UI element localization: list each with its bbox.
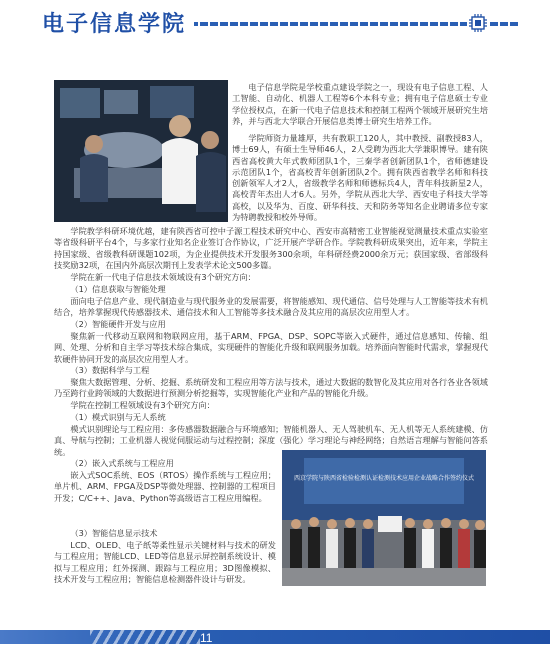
research-intro: 学院在新一代电子信息技术领域设有3个研究方向： bbox=[70, 272, 256, 282]
intro-paragraph-1: 电子信息学院是学校重点建设学院之一，现设有电子信息工程、人工智能、自动化、机器人工程等6个本科专业；拥有电子信息硕士专业学位授权点，在新一代电子信息技术和控制工程两个领域开展研究生培养，并与西北大学联合开展信息类博士研究生培养工作。 bbox=[232, 82, 488, 126]
lab-photo bbox=[54, 80, 228, 222]
control-1-body: 模式识别理论与工程应用：多传感器数据融合与环境感知；智能机器人、无人驾驶机车、无人机等无人系统建模、仿真、导航与控制；工业机器人视觉伺服运动与过程控制；深度（强化）学习理论与神经网络；自然语言理解与智能问答系统。 bbox=[54, 424, 488, 457]
page-header bbox=[0, 0, 550, 50]
direction-1-title: （1）信息获取与智能处理 bbox=[70, 284, 166, 294]
direction-1-body: 面向电子信息产业、现代制造业与现代服务业的发展需要，将智能感知、现代通信、信号处理与人工智能等技术有机结合，培养掌握现代传感器技术、通信技术和人工智能等多技术融合及其应用的高层次应用型人才。 bbox=[54, 296, 488, 318]
intro-paragraph-2: 学院师资力量雄厚，共有教职工120人，其中教授、副教授83人，博士69人，有硕士生导师46人，2人受聘为西北大学兼职博导。建有陕西省高校黄大年式教师团队1个，三秦学者创新团队1个，省师德建设示范团队1个，省高校青年创新团队2个。拥有陕西省教学名师和科技创新领军人才2人，省级教学名师和师德标兵4人，青年科技新星2人，高校青年杰出人才6人。另外，学院从西北大学、西安电子科技大学等高校，以及华为、百度、研华科技、天和防务等知名企业聘请多位专家为特聘教授和校外导师。 bbox=[232, 133, 488, 223]
ceremony-banner-text: 西京学院与陕西省检验检测认证检测技术应用企业战略合作签约仪式 bbox=[293, 475, 475, 482]
control-3-title: （3）智能信息显示技术 bbox=[70, 528, 158, 538]
control-3-body: LCD、OLED、电子纸等柔性显示关键材料与技术的研发与工程应用；智能LCD、LED等信息显示屏控制系统设计、模拟与工程应用；红外探测、跟踪与工程应用；3D图像模拟、技术开发与工程应用；智能信息检测器件设计与研发。 bbox=[54, 540, 276, 584]
footer-band bbox=[0, 630, 550, 644]
control-1-title: （1）模式识别与无人系统 bbox=[70, 412, 166, 422]
ceremony-photo bbox=[282, 450, 486, 586]
control-intro: 学院在控制工程领域设有3个研究方向： bbox=[70, 400, 215, 410]
intro-paragraph-3: 学院教学科研环境优越，建有陕西省可控中子源工程技术研究中心、西安市高精密工业智能视觉测量技术重点实验室等省级科研平台4个，与多家行业知名企业签订合作协议，广泛开展产学研合作。学院教科研成果突出，近年来，学院主持国家级、省级教科研课题102项，为企业提供技术开发服务300余项，年科研经费2000余万元；获国家级、省部级科技奖励32项，在国内外高层次期刊上发表学术论文500多篇。 bbox=[54, 226, 488, 270]
control-2-body: 嵌入式SOC系统、EOS（RTOS）操作系统与工程应用；单片机、ARM、FPGA及DSP等微处理器、控制器的工程项目开发；C/C++、Java、Python等高级语言工程应用编程。 bbox=[54, 470, 276, 503]
page-number: 11 bbox=[200, 631, 213, 645]
chip-icon bbox=[467, 12, 489, 34]
direction-2-title: （2）智能硬件开发与应用 bbox=[70, 319, 166, 329]
control-2-title: （2）嵌入式系统与工程应用 bbox=[70, 458, 174, 468]
direction-3-title: （3）数据科学与工程 bbox=[70, 365, 150, 375]
footer-stripes bbox=[90, 630, 200, 644]
direction-2-body: 聚焦新一代移动互联网和物联网应用，基于ARM、FPGA、DSP、SOPC等嵌入式硬件，通过信息感知、传输、组网、处理、分析和自主学习等技术综合集成，实现硬件的智能化升级和联网服务加载。培养面向智能时代需求，掌握现代软硬件协同开发的高层次应用型人才。 bbox=[54, 331, 488, 364]
direction-3-body: 聚焦大数据管理、分析、挖掘、系统研发和工程应用等方法与技术，通过大数据的数智化及其应用对各行各业各领域乃至跨行业跨领域的大数据进行预测分析挖掘等，实现智能化产业和产品的智能化升级。 bbox=[54, 377, 488, 399]
page-title: 电子信息学院 bbox=[42, 12, 194, 38]
